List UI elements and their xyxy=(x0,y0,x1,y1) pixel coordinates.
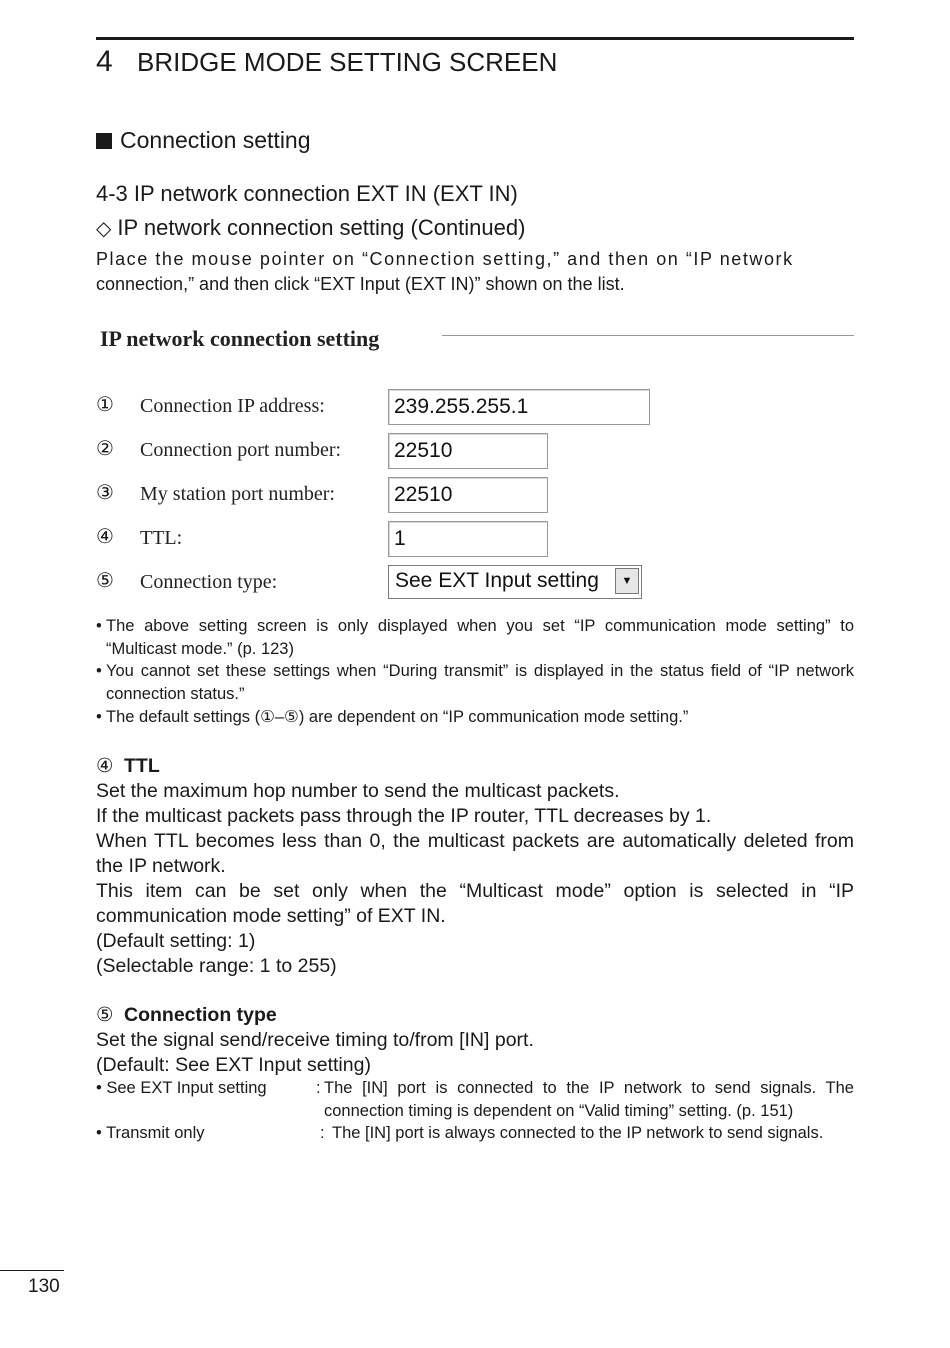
connection-type-section xyxy=(96,1003,854,1078)
ttl-paragraph: When TTL becomes less than 0, the multicast packets are automatically deleted from the IP network. xyxy=(96,830,854,877)
chapter-number: 4 xyxy=(96,45,113,78)
field-label: My station port number: xyxy=(140,483,335,505)
port-number-input[interactable] xyxy=(388,433,548,469)
field-label: Connection IP address: xyxy=(140,395,325,417)
ip-address-input[interactable] xyxy=(388,389,650,425)
ttl-default: (Default setting: 1) xyxy=(96,930,256,952)
field-label: TTL: xyxy=(140,527,183,549)
subsection-title: 4-3 IP network connection EXT IN (EXT IN) xyxy=(96,181,518,206)
field-number: ① xyxy=(96,394,114,416)
ttl-paragraph: If the multicast packets pass through the IP router, TTL decreases by 1. xyxy=(96,805,712,827)
field-row-ip-address xyxy=(96,389,696,425)
panel-title-rule xyxy=(442,335,854,336)
note-item: • The above setting screen is only displayed when you set “IP communication mode setting” to “Multicast mode.” (p. 123) xyxy=(96,617,854,658)
intro-line-2: connection,” and then click “EXT Input (EXT IN)” shown on the list. xyxy=(96,274,625,294)
note-item: • The default settings (①–⑤) are dependent on “IP communication mode setting.” xyxy=(96,706,854,729)
note-item: • You cannot set these settings when “During transmit” is displayed in the status field of “IP network connection status.” xyxy=(96,662,854,704)
connection-type-number: ⑤ xyxy=(96,1004,114,1026)
ttl-number: ④ xyxy=(96,755,114,777)
connection-type-options xyxy=(96,1077,854,1145)
subsubsection-title: IP network connection setting (Continued) xyxy=(117,215,526,240)
connection-type-default: (Default: See EXT Input setting) xyxy=(96,1054,371,1076)
intro-line-1: Place the mouse pointer on “Connection setting,” and then on “IP network xyxy=(96,249,794,269)
diamond-icon: ◇ xyxy=(96,218,112,240)
option-desc: : The [IN] port is connected to the IP network to send signals. The connection timing is dependent on “Valid timing” setting. (p. 151) xyxy=(316,1079,854,1120)
field-number: ⑤ xyxy=(96,570,114,592)
option-term: • See EXT Input setting xyxy=(96,1079,267,1097)
chevron-down-icon[interactable]: ▼ xyxy=(615,568,639,594)
intro-paragraph xyxy=(96,247,854,297)
connection-type-title: Connection type xyxy=(124,1004,277,1026)
option-desc: : The [IN] port is always connected to the IP network to send signals. xyxy=(320,1124,824,1143)
field-number: ③ xyxy=(96,482,114,504)
connection-type-heading xyxy=(96,1003,854,1028)
connection-type-select[interactable] xyxy=(388,565,642,599)
section-title: Connection setting xyxy=(120,127,311,153)
bullet-icon: • xyxy=(96,662,102,681)
ttl-heading xyxy=(96,754,854,779)
option-row xyxy=(96,1077,854,1122)
ttl-range: (Selectable range: 1 to 255) xyxy=(96,955,337,977)
ttl-section xyxy=(96,754,854,979)
subsubsection-heading xyxy=(96,214,525,243)
option-row xyxy=(96,1122,854,1145)
ttl-paragraph: Set the maximum hop number to send the multicast packets. xyxy=(96,780,620,802)
connection-type-paragraph: Set the signal send/receive timing to/from [IN] port. xyxy=(96,1029,534,1051)
ttl-input[interactable] xyxy=(388,521,548,557)
field-label: Connection type: xyxy=(140,571,278,593)
page-number: 130 xyxy=(28,1276,60,1297)
ttl-paragraph: This item can be set only when the “Multicast mode” option is selected in “IP communication mode setting” of EXT IN. xyxy=(96,880,854,927)
header-rule xyxy=(96,37,854,40)
option-term: • Transmit only xyxy=(96,1124,205,1143)
footer-rule xyxy=(0,1270,64,1271)
chapter-title: BRIDGE MODE SETTING SCREEN xyxy=(137,47,558,77)
field-row-port-number xyxy=(96,433,696,469)
station-port-input[interactable] xyxy=(388,477,548,513)
section-heading xyxy=(96,126,311,154)
square-bullet-icon xyxy=(96,133,112,149)
field-number: ④ xyxy=(96,526,114,548)
ttl-title: TTL xyxy=(124,755,160,777)
notes-list xyxy=(96,615,854,729)
field-row-connection-type xyxy=(96,565,696,601)
field-row-ttl xyxy=(96,521,696,557)
field-label: Connection port number: xyxy=(140,439,342,461)
connection-type-value: See EXT Input setting xyxy=(395,569,599,592)
panel-title: IP network connection setting xyxy=(100,326,380,351)
field-number: ② xyxy=(96,438,114,460)
bullet-icon: • xyxy=(96,707,102,726)
bullet-icon: • xyxy=(96,617,102,635)
field-row-station-port xyxy=(96,477,696,513)
